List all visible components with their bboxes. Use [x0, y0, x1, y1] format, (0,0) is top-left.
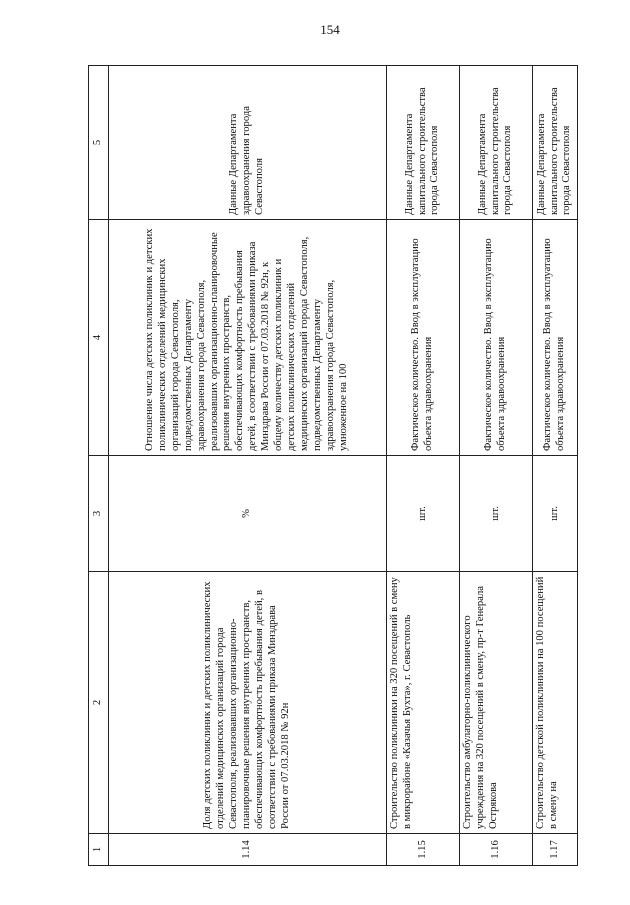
- source-cell: Данные Департамента здравоохранения города Севастополя: [108, 66, 387, 220]
- header-cell: 5: [89, 66, 109, 220]
- indicator-name: Строительство детской поликлиники на 100 посещений в смену на: [532, 572, 577, 834]
- method-cell: Отношение числа детских поликлиник и детских поликлинических отделений медицинских организаций города Севастополя, подведомственных Департаменту здравоохранения города Севастополя, реализовавших организационно-планировочные решения внутренних пространств, обеспечивающих комфортность пребывания детей, в соответствии с требованиями приказа Минздрава России от 07.03.2018 № 92н, к общему количеству детских поликлиник и детских поликлинических отделений медицинских организаций города Севастополя, подведомственных Департаменту здравоохранения города Севастополя, умноженное на 100: [108, 220, 387, 456]
- header-cell: 1: [89, 834, 109, 866]
- table-header-row: [89, 66, 109, 866]
- method-cell: Фактическое количество. Ввод в эксплуатацию объекта здравоохранения: [387, 220, 460, 456]
- table-row: [108, 66, 387, 866]
- header-cell: 3: [89, 456, 109, 572]
- table-row: [387, 66, 460, 866]
- row-number: 1.17: [532, 834, 577, 866]
- row-number: 1.15: [387, 834, 460, 866]
- table-row: [532, 66, 577, 866]
- indicator-table: [88, 65, 578, 866]
- header-cell: 2: [89, 572, 109, 834]
- method-cell: Фактическое количество. Ввод в эксплуатацию объекта здравоохранения: [460, 220, 533, 456]
- indicator-name: Строительство поликлиники на 320 посещений в смену в микрорайоне «Казачья Бухта», г. Севастополь: [387, 572, 460, 834]
- indicator-name: Доля детских поликлиник и детских поликлинических отделений медицинских организаций города Севастополя, реализовавших организационно-планировочные решения внутренних пространств, обеспечивающих комфортность пребывания детей, в соответствии с требованиями приказа Минздрава России от 07.03.2018 № 92н: [108, 572, 387, 834]
- source-cell: Данные Департамента капитального строительства города Севастополя: [532, 66, 577, 220]
- unit-cell: шт.: [460, 456, 533, 572]
- rotated-table-container: [88, 66, 578, 866]
- indicator-name: Строительство амбулаторно-поликлинического учреждения на 320 посещений в смену, пр-т Генерала Острякова: [460, 572, 533, 834]
- row-number: 1.14: [108, 834, 387, 866]
- row-number: 1.16: [460, 834, 533, 866]
- header-cell: 4: [89, 220, 109, 456]
- page-number: 154: [320, 22, 340, 37]
- table-row: [460, 66, 533, 866]
- unit-cell: шт.: [387, 456, 460, 572]
- source-cell: Данные Департамента капитального строительства города Севастополя: [387, 66, 460, 220]
- unit-cell: %: [108, 456, 387, 572]
- source-cell: Данные Департамента капитального строительства города Севастополя: [460, 66, 533, 220]
- unit-cell: шт.: [532, 456, 577, 572]
- method-cell: Фактическое количество. Ввод в эксплуатацию объекта здравоохранения: [532, 220, 577, 456]
